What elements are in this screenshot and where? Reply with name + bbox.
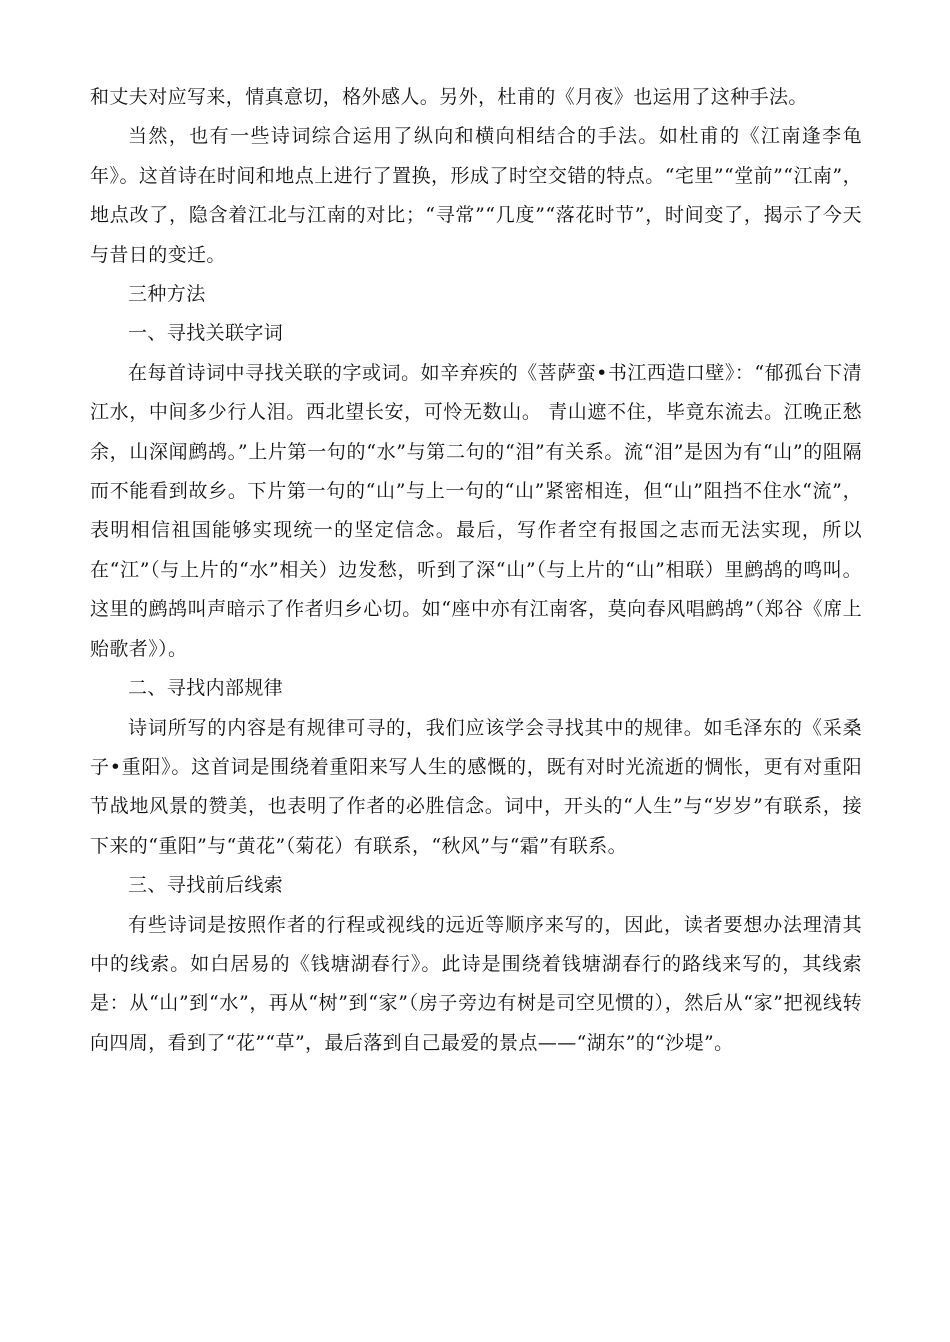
paragraph-continuation: 和丈夫对应写来，情真意切，格外感人。另外，杜甫的《月夜》也运用了这种手法。	[90, 86, 808, 108]
subheading-method-2: 二、寻找内部规律	[128, 677, 284, 700]
subheading-method-3: 三、寻找前后线索	[128, 874, 284, 897]
subheading-method-1: 一、寻找关联字词	[128, 322, 284, 345]
section-heading-three-methods: 三种方法	[128, 283, 206, 306]
paragraph-method-2: 诗词所写的内容是有规律可寻的，我们应该学会寻找其中的规律。如毛泽东的《采桑子•重阳》。这首词是围绕着重阳来写人生的感慨的，既有对时光流逝的惆怅，更有对重阳节战地风景的赞美，也表明了作者的必胜信念。词中，开头的“人生”与“岁岁”有联系，接下来的“重阳”与“黄花”（菊花）有联系，“秋风”与“霜”有联系。	[90, 716, 862, 857]
paragraph-combined-technique: 当然，也有一些诗词综合运用了纵向和横向相结合的手法。如杜甫的《江南逢李龟年》。这首诗在时间和地点上进行了置换，形成了时空交错的特点。“宅里”“堂前”“江南”，地点改了，隐含着江北与江南的对比；“寻常”“几度”“落花时节”，时间变了，揭示了今天与昔日的变迁。	[90, 125, 862, 266]
paragraph-method-1: 在每首诗词中寻找关联的字或词。如辛弃疾的《菩萨蛮•书江西造口壁》：“郁孤台下清江水，中间多少行人泪。西北望长安，可怜无数山。 青山遮不住，毕竟东流去。江晚正愁余，山深闻鹧鸪。”上片第一句的“水”与第二句的“泪”有关系。流“泪”是因为有“山”的阻隔而不能看到故乡。下片第一句的“山”与上一句的“山”紧密相连，但“山”阻挡不住水“流”，表明相信祖国能够实现统一的坚定信念。最后，写作者空有报国之志而无法实现，所以在“江”（与上片的“水”相关）边发愁，听到了深“山”（与上片的“山”相联）里鹧鸪的鸣叫。这里的鹧鸪叫声暗示了作者归乡心切。如“座中亦有江南客，莫向春风唱鹧鸪”（郑谷《席上贻歌者》）。	[90, 361, 862, 660]
document-page	[90, 78, 862, 1063]
paragraph-method-3: 有些诗词是按照作者的行程或视线的远近等顺序来写的，因此，读者要想办法理清其中的线索。如白居易的《钱塘湖春行》。此诗是围绕着钱塘湖春行的路线来写的，其线索是：从“山”到“水”，再从“树”到“家”（房子旁边有树是司空见惯的），然后从“家”把视线转向四周，看到了“花”“草”，最后落到自己最爱的景点——“湖东”的“沙堤”。	[90, 913, 862, 1054]
